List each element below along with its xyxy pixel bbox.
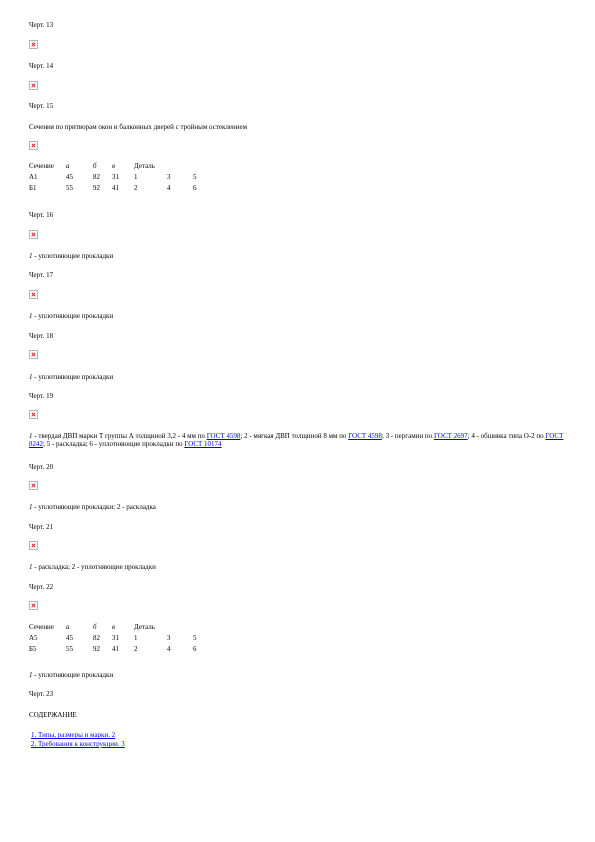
table-of-contents: [31, 731, 125, 749]
table-header-cell: [167, 161, 193, 172]
broken-image-icon: [29, 601, 38, 610]
table-cell: 41: [112, 184, 119, 192]
table-cell: 4: [167, 645, 171, 653]
table-cell: 55: [66, 184, 73, 192]
broken-image-icon: [29, 141, 38, 150]
legend-number: 1: [29, 312, 33, 320]
table-cell: 6: [193, 645, 197, 653]
gost-8242-link[interactable]: ГОСТ 8242: [29, 432, 564, 448]
figure-caption-16: Черт. 16: [29, 211, 54, 219]
section-title: Сечения по притворам окон и балконных дверей с тройным остеклением: [29, 123, 248, 131]
figure-caption-20: Черт. 20: [29, 463, 54, 471]
table-header-row: [29, 622, 207, 633]
legend-text: - уплотняющие прокладки: [32, 671, 114, 679]
table-header-cell: б: [93, 162, 97, 170]
table-cell: Б1: [29, 184, 37, 192]
figure-caption-22: Черт. 22: [29, 583, 54, 591]
figure-caption-18: Черт. 18: [29, 332, 54, 340]
table-cell: А5: [29, 634, 38, 642]
table-cell: 2: [134, 184, 138, 192]
gost-2697-link[interactable]: ГОСТ 2697: [433, 432, 468, 440]
table-cell: Б5: [29, 645, 37, 653]
table-row: [29, 633, 207, 644]
figure-legend-17: [29, 312, 113, 320]
figure-caption-21: Черт. 21: [29, 523, 54, 531]
table-cell: 5: [193, 634, 197, 642]
table-row: [29, 172, 207, 183]
figure-legend-20: [29, 503, 156, 511]
table-cell: 2: [134, 645, 138, 653]
dimensions-table-bottom: [29, 622, 207, 655]
gost-10174-link[interactable]: ГОСТ 10174: [184, 440, 222, 448]
legend-text: - уплотняющие прокладки: [32, 252, 114, 260]
broken-image-icon: [29, 230, 38, 239]
figure-caption-14: Черт. 14: [29, 62, 54, 70]
table-header-cell: [193, 622, 207, 633]
broken-image-icon: [29, 410, 38, 419]
broken-image-icon: [29, 541, 38, 550]
table-cell: 1: [134, 634, 138, 642]
table-cell: А1: [29, 173, 38, 181]
legend-number: 1: [29, 563, 33, 571]
legend-text: ; 4 - обшивка типа О-2 по: [467, 432, 546, 440]
table-header-cell: а: [66, 623, 70, 631]
table-header-cell: [193, 161, 207, 172]
gost-4598-link[interactable]: ГОСТ 4598: [206, 432, 241, 440]
table-header-cell: в: [112, 162, 116, 170]
table-header-cell: Деталь: [134, 162, 155, 170]
dimensions-table-top: [29, 161, 207, 194]
toc-link-1[interactable]: 1. Типы, размеры и марки. 2: [31, 731, 116, 739]
broken-image-icon: [29, 481, 38, 490]
figure-caption-15: Черт. 15: [29, 102, 54, 110]
legend-text: - твердая ДВП марки Т группы А толщиной 3,2 - 4 мм по: [32, 432, 207, 440]
table-cell: 41: [112, 645, 119, 653]
table-cell: 55: [66, 645, 73, 653]
legend-text: ; 2 - мягкая ДВП толщиной 8 мм по: [240, 432, 349, 440]
table-cell: 82: [93, 634, 100, 642]
table-header-cell: Сечение: [29, 162, 54, 170]
table-header-cell: а: [66, 162, 70, 170]
legend-text: - уплотняющие прокладки: [32, 373, 114, 381]
figure-caption-23: Черт. 23: [29, 690, 54, 698]
figure-legend-18: [29, 373, 113, 381]
contents-heading: СОДЕРЖАНИЕ: [29, 711, 77, 719]
table-cell: 6: [193, 184, 197, 192]
legend-text: - уплотняющие прокладки: [32, 312, 114, 320]
table-cell: 3: [167, 173, 171, 181]
gost-4598-link[interactable]: ГОСТ 4598: [348, 432, 382, 440]
legend-number: 1: [29, 503, 33, 511]
figure-legend-21: [29, 563, 156, 571]
legend-text: ; 5 - раскладка; 6 - уплотняющие прокладки по: [43, 440, 185, 448]
figure-caption-17: Черт. 17: [29, 271, 54, 279]
table-cell: 31: [112, 634, 119, 642]
table-row: [29, 183, 207, 194]
table-cell: 45: [66, 634, 73, 642]
figure-legend-19: [29, 432, 565, 448]
table-header-cell: Сечение: [29, 623, 54, 631]
table-header-cell: в: [112, 623, 116, 631]
table-cell: 3: [167, 634, 171, 642]
broken-image-icon: [29, 350, 38, 359]
legend-number: 1: [29, 432, 33, 440]
legend-text: - раскладка; 2 - уплотняющие прокладки: [32, 563, 156, 571]
table-cell: 45: [66, 173, 73, 181]
figure-caption-13: Черт. 13: [29, 21, 54, 29]
broken-image-icon: [29, 81, 38, 90]
legend-number: 1: [29, 252, 33, 260]
table-cell: 92: [93, 184, 100, 192]
toc-link-2[interactable]: 2. Требования к конструкции. 3: [31, 740, 125, 748]
table-cell: 5: [193, 173, 197, 181]
figure-caption-19: Черт. 19: [29, 392, 54, 400]
table-cell: 82: [93, 173, 100, 181]
broken-image-icon: [29, 40, 38, 49]
legend-text: - уплотняющие прокладки; 2 - раскладка: [32, 503, 156, 511]
table-row: [29, 644, 207, 655]
figure-legend-22: [29, 671, 113, 679]
legend-number: 1: [29, 671, 33, 679]
table-header-cell: [167, 622, 193, 633]
table-cell: 92: [93, 645, 100, 653]
table-cell: 1: [134, 173, 138, 181]
table-cell: 4: [167, 184, 171, 192]
figure-legend-16: [29, 252, 113, 260]
table-cell: 31: [112, 173, 119, 181]
broken-image-icon: [29, 290, 38, 299]
table-header-cell: Деталь: [134, 623, 155, 631]
table-header-cell: б: [93, 623, 97, 631]
legend-text: ; 3 - пергамин по: [381, 432, 434, 440]
legend-number: 1: [29, 373, 33, 381]
table-header-row: [29, 161, 207, 172]
